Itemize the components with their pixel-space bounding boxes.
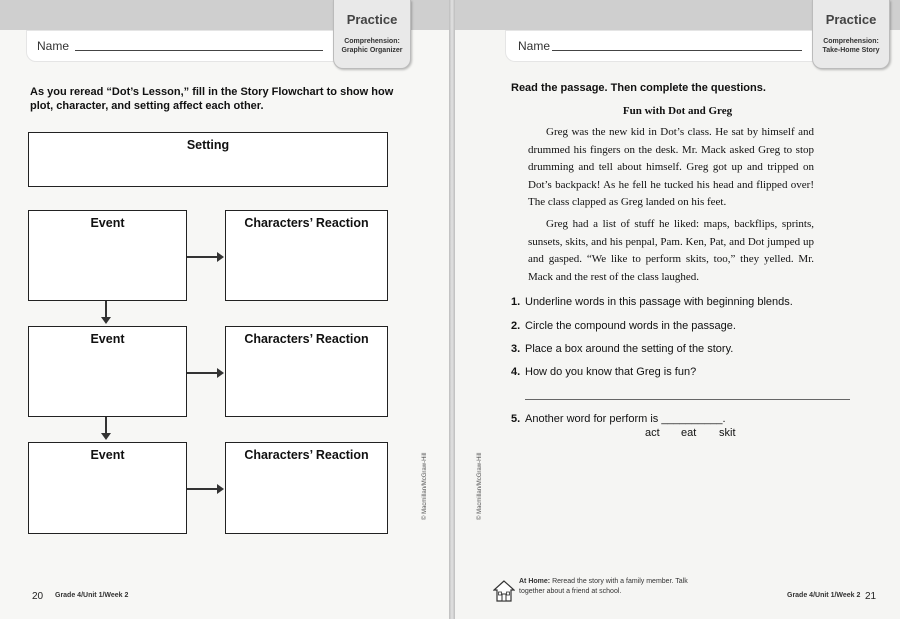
arrow-right-icon xyxy=(187,256,219,258)
arrow-down-icon xyxy=(105,417,107,435)
event-label: Event xyxy=(90,448,125,462)
question-text: Another word for perform is __________. xyxy=(525,413,726,425)
instructions: As you reread “Dot’s Lesson,” fill in the Story Flowchart to show how plot, character, and setting affect each other. xyxy=(30,86,394,112)
question-text: How do you know that Greg is fun? xyxy=(525,366,697,378)
name-line[interactable] xyxy=(75,50,323,51)
event-box-2[interactable] xyxy=(28,326,187,417)
setting-box[interactable] xyxy=(28,132,388,187)
name-line[interactable] xyxy=(552,50,802,51)
tab-subtitle: Comprehension: Take-Home Story xyxy=(822,38,880,54)
story-paragraph-2: Greg had a list of stuff he liked: maps, backflips, sprints, sunsets, skits, and his penpal, Pam. Ken, Pat, and Dot jumped up and gasped. “We like to perform skits, too,” they yelled. Mr. Mack and the rest of the class laughed. xyxy=(528,218,814,283)
footer: Grade 4/Unit 1/Week 2 xyxy=(55,592,129,599)
instructions: Read the passage. Then complete the questions. xyxy=(511,82,766,94)
answer-line[interactable] xyxy=(525,399,850,400)
page-number: 21 xyxy=(865,591,877,602)
at-home-note: At Home: Reread the story with a family member. Talk together about a friend at school. xyxy=(519,578,688,595)
question-number: 5. xyxy=(511,413,521,425)
copyright: © Macmillan/McGraw-Hill xyxy=(422,452,428,520)
copyright: © Macmillan/McGraw-Hill xyxy=(477,452,483,520)
question-text: Circle the compound words in the passage. xyxy=(525,320,736,332)
question-number: 1. xyxy=(511,296,521,308)
story-paragraph-1: Greg was the new kid in Dot’s class. He sat by himself and drummed his fingers on the desk. Mr. Mack asked Greg to stop drumming and tell about himself. Greg got up and tripped on Dot’s backpack! As he fell he tucked his head and flipped over! The class clapped as Greg landed on his feet. xyxy=(528,126,814,208)
event-label: Event xyxy=(90,216,125,230)
right-page xyxy=(455,0,900,619)
reaction-label: Characters’ Reaction xyxy=(244,332,369,346)
name-label: Name xyxy=(37,39,70,53)
setting-label: Setting xyxy=(186,138,230,152)
left-page xyxy=(0,0,449,619)
reaction-label: Characters’ Reaction xyxy=(244,448,369,462)
practice-tab xyxy=(812,0,890,69)
tab-subtitle: Comprehension: Graphic Organizer xyxy=(341,38,403,54)
page-number: 20 xyxy=(32,591,44,602)
practice-tab xyxy=(333,0,411,69)
question-number: 4. xyxy=(511,366,521,378)
footer: Grade 4/Unit 1/Week 2 xyxy=(787,592,861,599)
reaction-box-1[interactable] xyxy=(225,210,388,301)
question-text: Place a box around the setting of the story. xyxy=(525,343,734,355)
arrow-right-icon xyxy=(187,372,219,374)
question-number: 3. xyxy=(511,343,521,355)
name-bar xyxy=(26,30,338,62)
arrow-down-icon xyxy=(105,301,107,319)
event-box-3[interactable] xyxy=(28,442,187,534)
question-text: Underline words in this passage with beginning blends. xyxy=(525,296,793,308)
choice-skit[interactable]: skit xyxy=(719,427,736,439)
event-label: Event xyxy=(90,332,125,346)
question-number: 2. xyxy=(511,320,521,332)
tab-title: Practice xyxy=(346,12,398,27)
event-box-1[interactable] xyxy=(28,210,187,301)
reaction-box-2[interactable] xyxy=(225,326,388,417)
name-label: Name xyxy=(518,39,551,53)
reaction-box-3[interactable] xyxy=(225,442,388,534)
name-bar xyxy=(505,30,817,62)
choice-eat[interactable]: eat xyxy=(681,427,697,439)
arrow-right-icon xyxy=(187,488,219,490)
story-title: Fun with Dot and Greg xyxy=(622,105,733,117)
reaction-label: Characters’ Reaction xyxy=(244,216,369,230)
tab-title: Practice xyxy=(825,12,877,27)
choice-act[interactable]: act xyxy=(645,427,660,439)
house-icon xyxy=(493,579,515,603)
